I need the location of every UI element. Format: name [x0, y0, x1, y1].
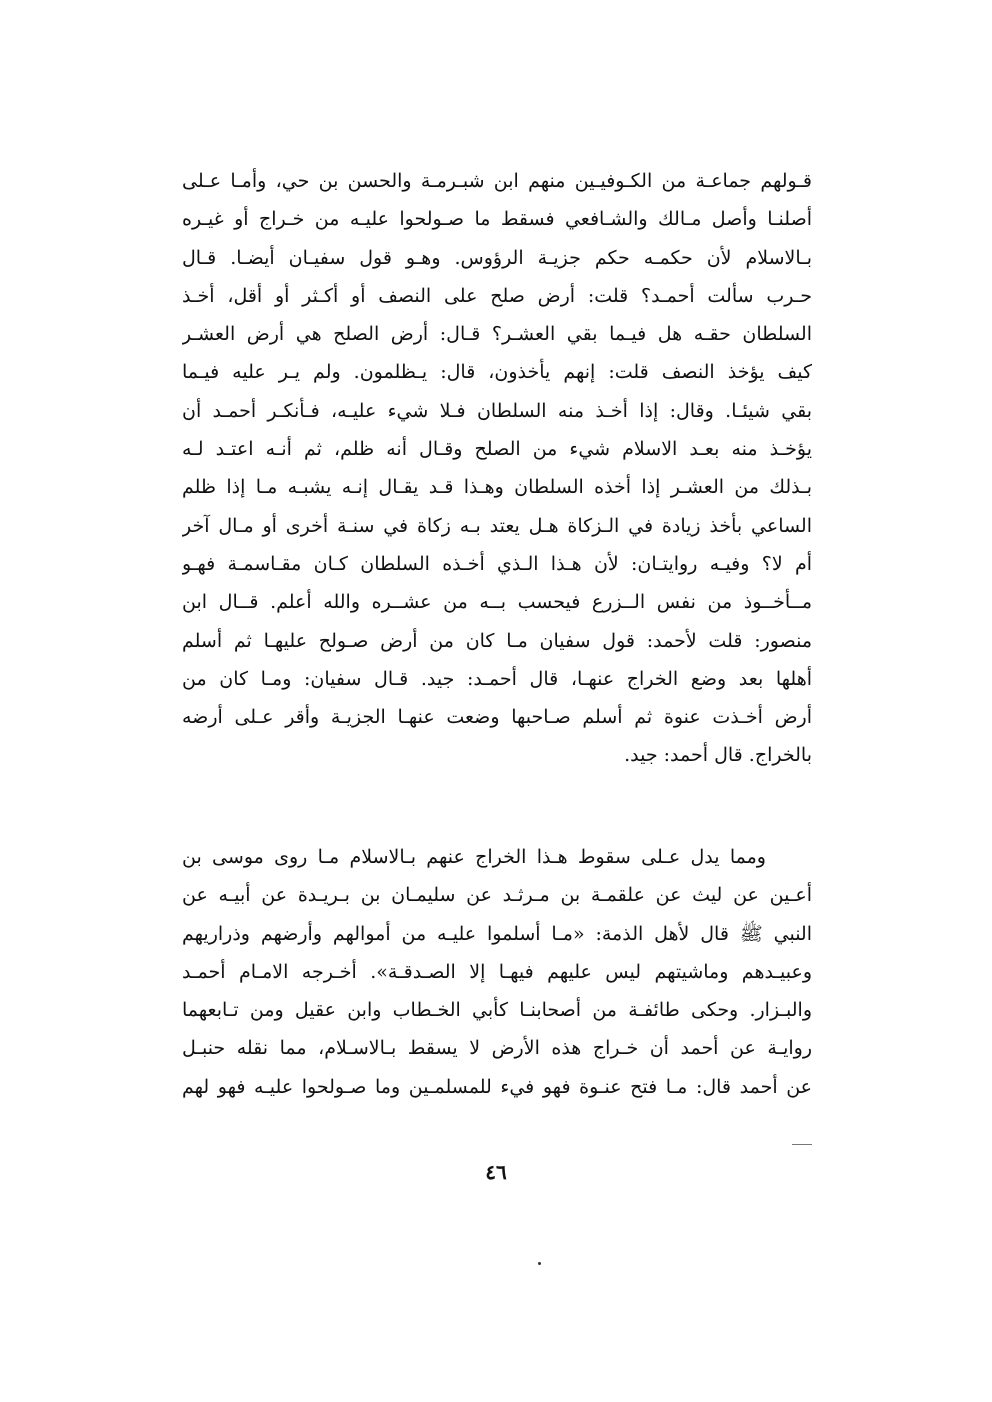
text-line: روايـة عن أحمد أن خـراج هذه الأرض لا يسقط بـالاسـلام، مما نقله حنبـل	[182, 1037, 812, 1060]
text-line: والبـزار. وحكى طائفـة من أصحابنـا كأبي الخـطاب وابن عقيل ومن تـابعهما	[182, 999, 812, 1022]
text-line: مــأخــوذ من نفس الــزرع فيحسب بــه من عشــره والله أعلم. قــال ابن	[182, 591, 812, 614]
text-line: يؤخـذ منه بعـد الاسلام شيء من الصلح وقـال أنه ظلم، ثم أنـه اعتـد لـه	[182, 438, 812, 461]
text-line: أهلها بعد وضع الخراج عنهـا، قال أحمـد: جيد. قـال سفيان: ومـا كان من	[182, 667, 812, 690]
text-line: قـولهم جماعـة من الكـوفيـين منهم ابن شبـرمـة والحسن بن حي، وأمـا عـلى	[182, 170, 812, 192]
text-line: حـرب سألت أحمـد؟ قلت: أرض صلح على النصف أو أكـثر أو أقل، أخـذ	[182, 284, 812, 307]
page-number: ٤٦	[485, 1160, 507, 1184]
text-line: منصور: قلت لأحمد: قول سفيان مـا كان من أرض صـولح عليهـا ثم أسلم	[182, 629, 812, 652]
text-line: أعـين عن ليث عن علقمـة بن مـرثـد عن سليمـان بن بـريـدة عن أبيـه عن	[182, 884, 812, 907]
text-line: عن أحمد قال: مـا فتح عنـوة فهو فيء للمسلمـين وما صـولحوا عليـه فهو لهم	[182, 1075, 812, 1098]
scan-speck	[538, 1262, 541, 1265]
text-line: أم لا؟ وفيـه روايتـان: لأن هـذا الـذي أخـذه السلطان كـان مقـاسمـة فهـو	[182, 552, 812, 575]
text-line: أصلنـا وأصل مـالك والشـافعي فسقط ما صـولحوا عليـه من خـراج أو غيـره	[182, 208, 812, 231]
text-line: السلطان حقـه هل فيـما بقي العشـر؟ قـال: أرض الصلح هي أرض العشـر	[182, 323, 812, 346]
text-line: كيف يؤخذ النصف قلت: إنهم يأخذون، قال: يـظلمون. ولم يـر عليه فيـما	[182, 361, 812, 384]
footnote-rule	[792, 1144, 812, 1145]
paragraph-1	[182, 162, 812, 775]
text-line: وعبيـدهم وماشيتهم ليس عليهم فيهـا إلا الصـدقـة». أخـرجه الامـام أحمـد	[182, 960, 812, 983]
text-line: بـذلك من العشـر إذا أخذه السلطان وهـذا قـد يقـال إنـه يشبـه مـا إذا ظلم	[182, 476, 812, 499]
text-line: أرض أخـذت عنوة ثم أسلم صـاحبها وضعت عنهـا الجزيـة وأقر عـلى أرضه	[182, 706, 812, 729]
paragraph-2	[182, 838, 812, 1106]
text-line: الساعي بأخذ زيادة في الـزكاة هـل يعتد بـه زكاة في سنـة أخرى أو مـال آخر	[182, 514, 812, 537]
text-line: ومما يدل عـلى سقوط هـذا الخراج عنهم بـالاسلام مـا روى موسى بن	[182, 846, 766, 868]
text-line: بـالاسلام لأن حكمـه حكم جزيـة الرؤوس. وهـو قول سفيـان أيضـا. قـال	[182, 246, 812, 269]
text-line: بقي شيئـا. وقال: إذا أخـذ منه السلطان فـلا شيء عليـه، فـأنكـر أحمـد أن	[182, 399, 812, 422]
text-line-last: بالخراج. قال أحمد: جيد.	[624, 744, 812, 767]
text-line: النبي ﷺ قال لأهل الذمة: «مـا أسلموا عليـه من أموالهم وأرضهم وذراريهم	[182, 922, 812, 945]
